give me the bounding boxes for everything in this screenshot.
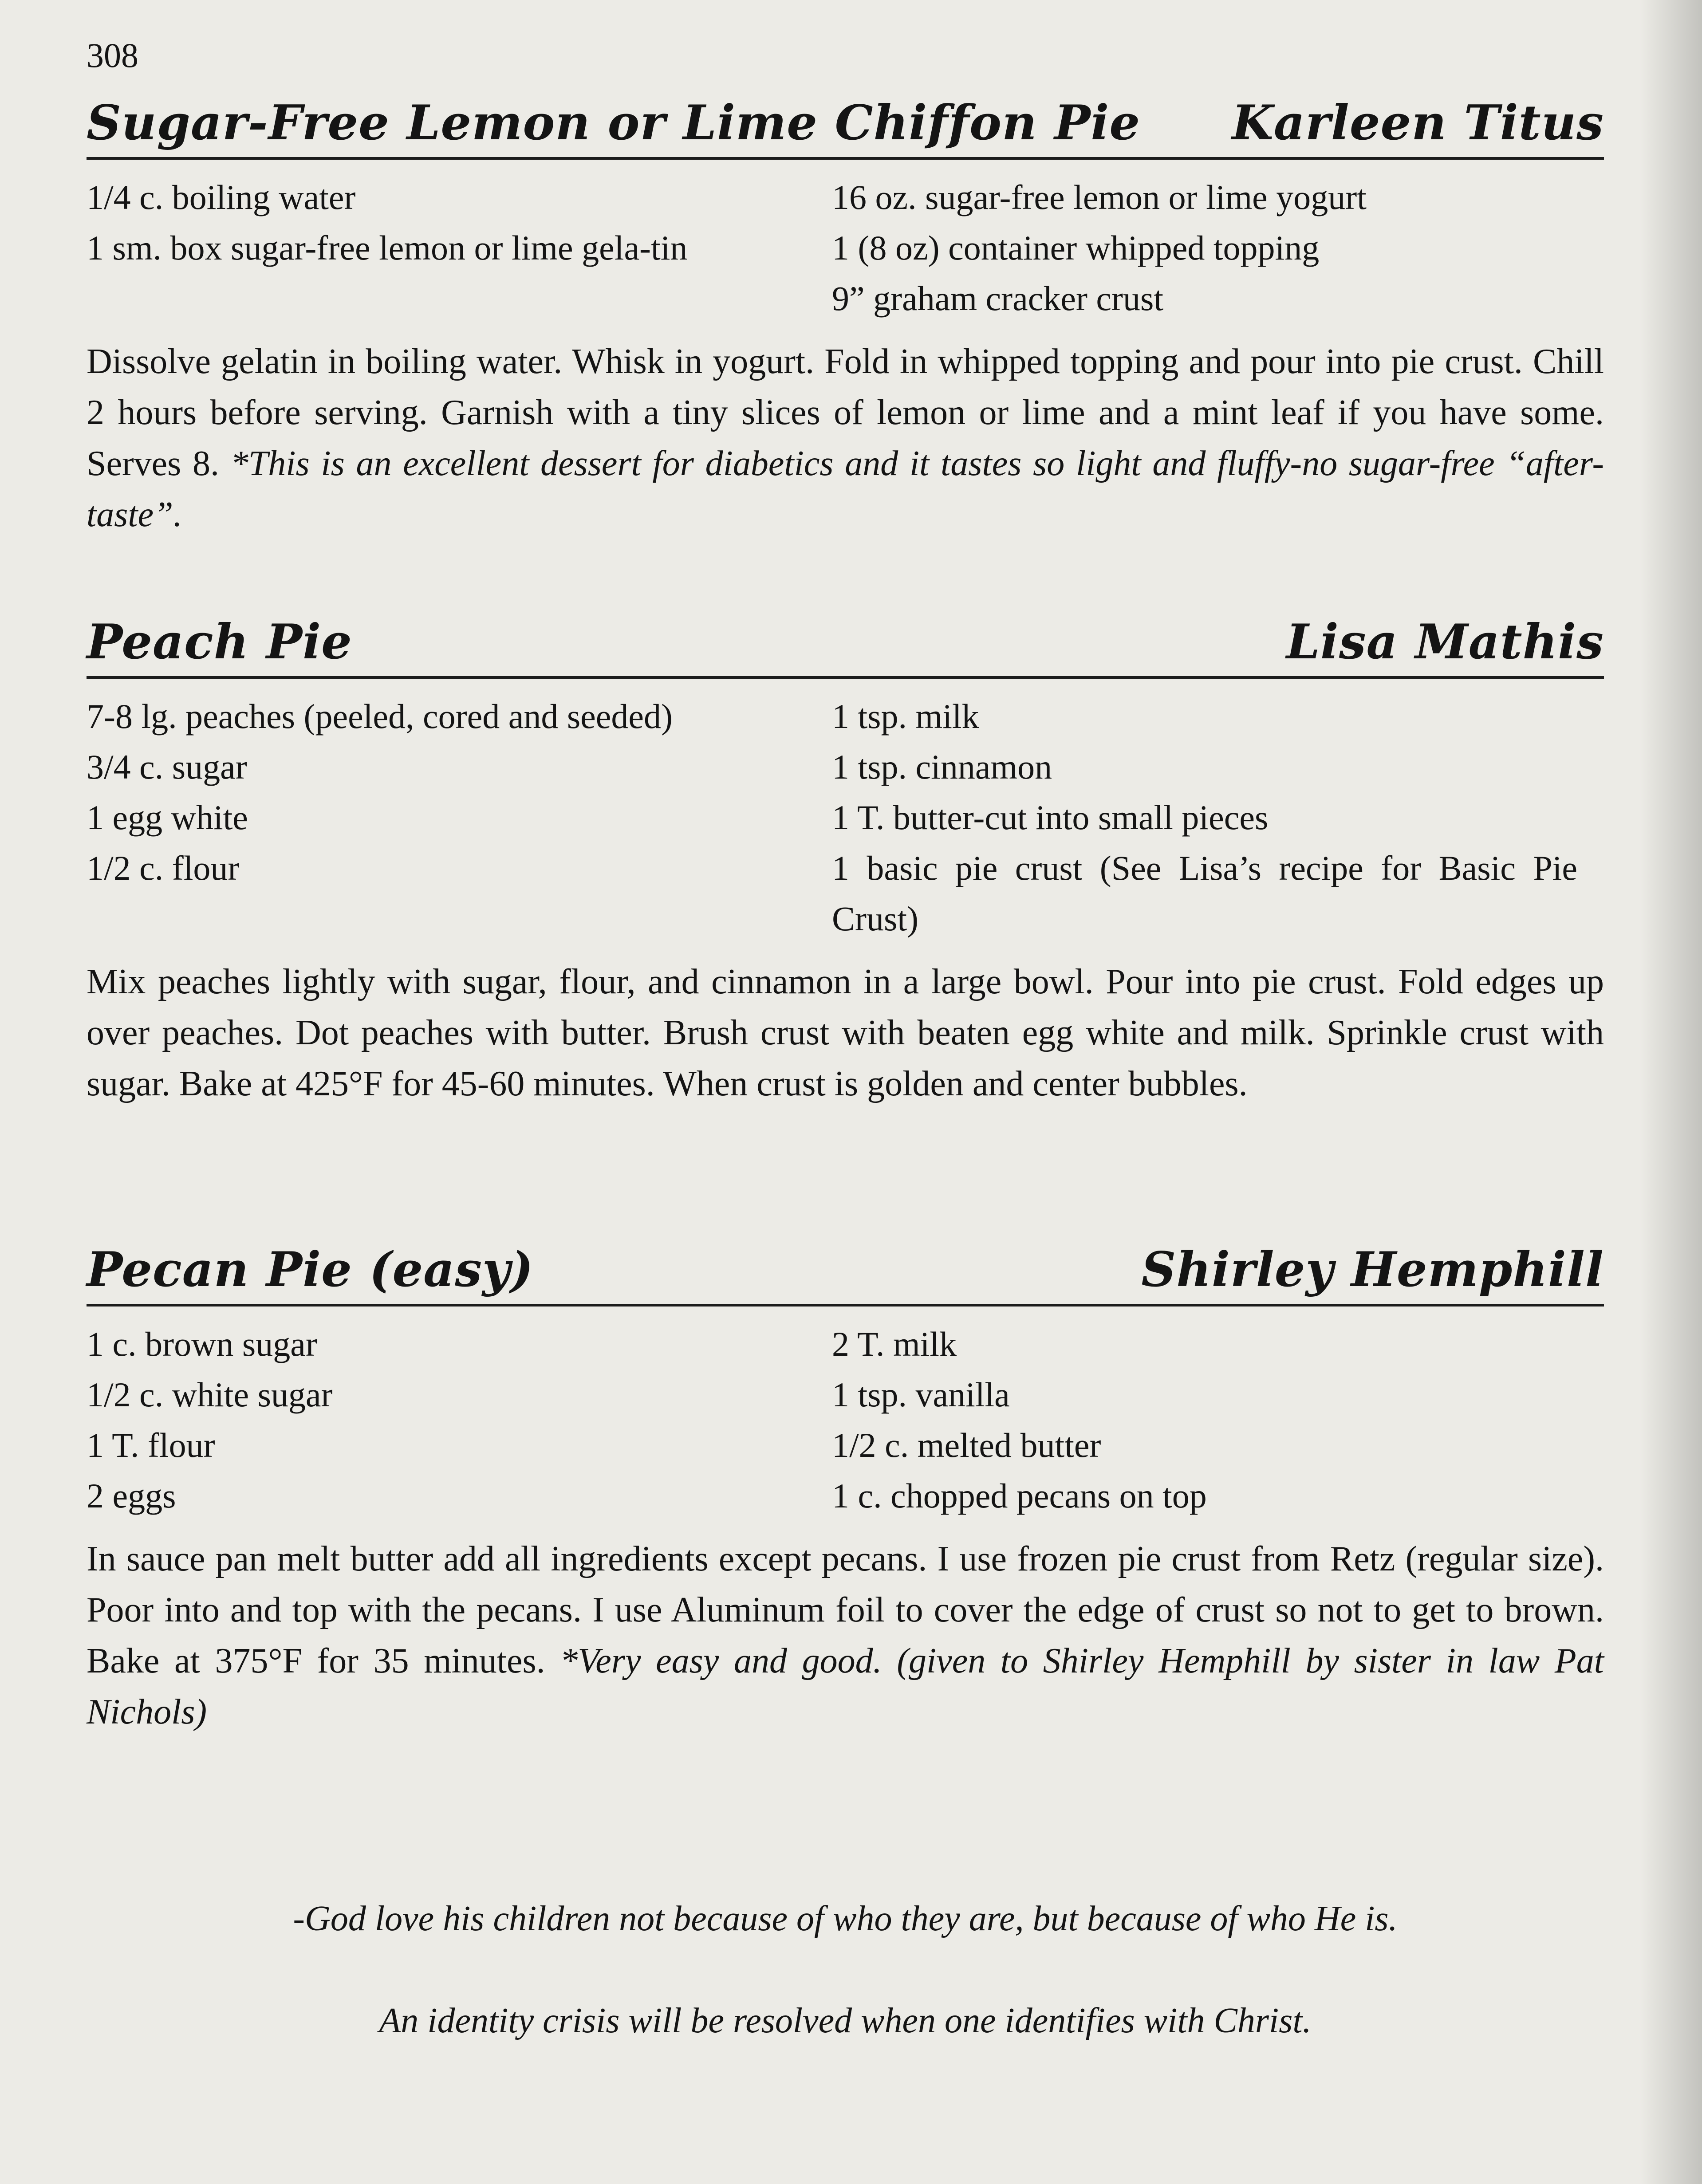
ingredient-item: 1 (8 oz) container whipped topping	[832, 228, 1320, 267]
ingredient-item: 1 tsp. vanilla	[832, 1375, 1010, 1414]
instructions-text: Dissolve gelatin in boiling water. Whisk in yogurt. Fold in whipped topping and pour into pie crust. Chill 2 hours before serving. Garnish with a tiny slices of lemon or lime and a mint leaf if you have some. Serves 8.	[87, 342, 1604, 483]
ingredients-right-column	[832, 172, 1604, 324]
ingredient-item: 1 basic pie crust (See Lisa’s recipe for Basic Pie Crust)	[832, 849, 1577, 938]
ingredient-list	[87, 172, 1604, 324]
ingredient-item: 1 T. butter-cut into small pieces	[832, 798, 1269, 837]
quote-1: -God love his children not because of who they are, but because of who He is.	[293, 1899, 1398, 1938]
ingredient-item: 1 T. flour	[87, 1426, 215, 1464]
ingredients-right-column	[832, 691, 1604, 944]
quote-2: An identity crisis will be resolved when one identifies with Christ.	[379, 2001, 1312, 2040]
ingredient-list	[87, 691, 1604, 944]
ingredient-item: 3/4 c. sugar	[87, 748, 247, 786]
instructions-text: Mix peaches lightly with sugar, flour, and cinnamon in a large bowl. Pour into pie crust. Fold edges up over peaches. Dot peaches with butter. Brush crust with beaten egg white and milk. Sprinkle crust with sugar. Bake at 425°F for 45-60 minutes. When crust is golden and center bubbles.	[87, 962, 1604, 1103]
recipe-header	[87, 89, 1604, 160]
recipe-title: Sugar-Free Lemon or Lime Chiffon Pie	[87, 95, 1141, 151]
instructions-text: In sauce pan melt butter add all ingredients except pecans. I use frozen pie crust from Retz (regular size). Poor into and top with the pecans. I use Aluminum foil to cover the edge of crust so not to get to brown. Bake at 375°F for 35 minutes.	[87, 1539, 1604, 1680]
recipe-title: Pecan Pie (easy)	[87, 1242, 534, 1298]
ingredient-item: 1 c. brown sugar	[87, 1325, 317, 1363]
recipe-note: *This is an excellent dessert for diabetics and it tastes so light and fluffy-no sugar-free “after-taste”.	[87, 444, 1604, 534]
recipe-author: Lisa Mathis	[1286, 614, 1604, 670]
ingredient-item: 1 sm. box sugar-free lemon or lime gela-tin	[87, 228, 688, 267]
ingredient-item: 7-8 lg. peaches (peeled, cored and seeded)	[87, 697, 673, 736]
recipe-author: Shirley Hemphill	[1141, 1242, 1604, 1298]
ingredients-left-column	[87, 172, 832, 324]
ingredients-left-column	[87, 691, 832, 944]
ingredient-item: 2 eggs	[87, 1476, 176, 1515]
ingredient-item: 1/2 c. melted butter	[832, 1426, 1101, 1464]
ingredient-list	[87, 1319, 1604, 1521]
recipe-pecan-pie	[87, 1236, 1604, 1738]
page-edge-shadow	[1640, 0, 1702, 2184]
recipe-author: Karleen Titus	[1232, 95, 1604, 151]
recipe-instructions	[87, 956, 1604, 1110]
ingredient-item: 1/2 c. white sugar	[87, 1375, 333, 1414]
page-number: 308	[87, 36, 138, 75]
ingredient-item: 1 egg white	[87, 798, 248, 837]
recipe-instructions	[87, 1534, 1604, 1738]
ingredient-item: 1/2 c. flour	[87, 849, 240, 887]
ingredients-right-column	[832, 1319, 1604, 1521]
ingredient-item: 2 T. milk	[832, 1325, 957, 1363]
ingredient-item: 1/4 c. boiling water	[87, 178, 356, 216]
recipe-instructions	[87, 336, 1604, 540]
recipe-note: *Very easy and good. (given to Shirley Hemphill by sister in law Pat Nichols)	[87, 1641, 1604, 1731]
ingredient-item: 1 tsp. milk	[832, 697, 979, 736]
recipe-lemon-lime-chiffon-pie	[87, 89, 1604, 540]
ingredient-item: 9” graham cracker crust	[832, 279, 1164, 318]
recipe-peach-pie	[87, 608, 1604, 1110]
recipe-header	[87, 608, 1604, 679]
ingredients-left-column	[87, 1319, 832, 1521]
ingredient-item: 16 oz. sugar-free lemon or lime yogurt	[832, 178, 1367, 216]
ingredient-item: 1 c. chopped pecans on top	[832, 1476, 1207, 1515]
recipe-header	[87, 1236, 1604, 1306]
ingredient-item: 1 tsp. cinnamon	[832, 748, 1052, 786]
recipe-title: Peach Pie	[87, 614, 352, 670]
